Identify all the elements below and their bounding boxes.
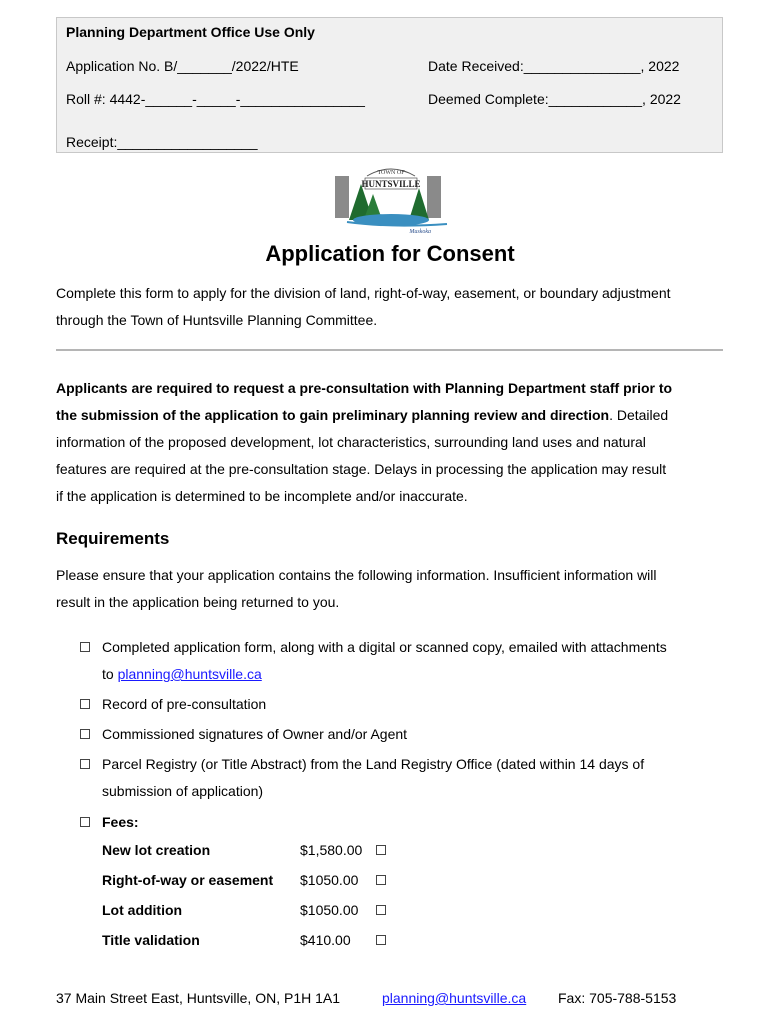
notice-line: Applicants are required to request a pre-consultation with Planning Department staff prior to <box>56 380 673 396</box>
requirements-intro-line: result in the application being returned to you. <box>56 594 340 610</box>
intro-line: through the Town of Huntsville Planning Committee. <box>56 312 378 328</box>
fee-name-right-of-way: Right-of-way or easement <box>102 872 274 888</box>
fee-amount-new-lot: $1,580.00 <box>300 842 363 858</box>
logo-tagline-text: Muskoka <box>409 229 431 234</box>
logo-name-text: HUNTSVILLE <box>361 179 421 189</box>
notice-line: features are required at the pre-consultation stage. Delays in processing the application may result <box>56 461 667 477</box>
fee-name-new-lot: New lot creation <box>102 842 211 858</box>
fee-amount-lot-addition: $1050.00 <box>300 902 359 918</box>
logo-top-text: TOWN OF <box>377 170 405 176</box>
checklist-item-fees: Fees: <box>102 814 139 830</box>
checkbox-pre-consultation[interactable] <box>80 699 90 709</box>
page-title: Application for Consent <box>265 241 515 266</box>
date-received-field[interactable]: Date Received:_______________, 2022 <box>428 58 680 74</box>
checkbox-application-form[interactable] <box>80 642 90 652</box>
checklist-item-text: to <box>102 666 118 682</box>
notice-line: information of the proposed development, lot characteristics, surrounding land uses and natural <box>56 434 646 450</box>
checklist-item-signatures: Commissioned signatures of Owner and/or Agent <box>102 726 408 742</box>
checkbox-fee-right-of-way[interactable] <box>376 875 386 885</box>
left-stone-pillar <box>335 176 349 218</box>
fee-name-title-validation: Title validation <box>102 932 200 948</box>
checkbox-signatures[interactable] <box>80 729 90 739</box>
checklist-item-text: Parcel Registry (or Title Abstract) from the Land Registry Office (dated within 14 days of <box>102 756 645 772</box>
checklist-item-parcel-registry <box>102 751 644 805</box>
right-stone-pillar <box>427 176 441 218</box>
section-divider <box>56 349 723 351</box>
receipt-field[interactable]: Receipt:__________________ <box>66 134 258 150</box>
notice-line: if the application is determined to be incomplete and/or inaccurate. <box>56 488 468 504</box>
notice-line <box>56 402 726 429</box>
preconsultation-notice <box>56 375 726 510</box>
notice-bold-text: the submission of the application to gain preliminary planning review and direction <box>56 407 610 423</box>
office-use-heading: Planning Department Office Use Only <box>66 24 315 40</box>
footer-address: 37 Main Street East, Huntsville, ON, P1H 1A1 <box>56 990 341 1006</box>
checkbox-fee-lot-addition[interactable] <box>376 905 386 915</box>
checklist-item-text: Completed application form, along with a digital or scanned copy, emailed with attachments <box>102 639 667 655</box>
roll-number-field[interactable]: Roll #: 4442-______-_____-________________ <box>66 91 365 107</box>
checkbox-fee-title-validation[interactable] <box>376 935 386 945</box>
requirements-intro-line: Please ensure that your application contains the following information. Insufficient information will <box>56 567 657 583</box>
checklist-item-pre-consultation: Record of pre-consultation <box>102 696 267 712</box>
footer-fax: Fax: 705-788-5153 <box>558 990 677 1006</box>
fee-amount-right-of-way: $1050.00 <box>300 872 359 888</box>
notice-text: . Detailed <box>609 407 669 423</box>
deemed-complete-field[interactable]: Deemed Complete:____________, 2022 <box>428 91 681 107</box>
fee-name-lot-addition: Lot addition <box>102 902 183 918</box>
intro-line: Complete this form to apply for the division of land, right-of-way, easement, or boundary adjustment <box>56 285 671 301</box>
application-no-field[interactable]: Application No. B/_______/2022/HTE <box>66 58 299 74</box>
requirements-intro <box>56 562 726 616</box>
intro-paragraph <box>56 280 726 334</box>
checklist-item-application-form <box>102 634 667 688</box>
footer-email-link[interactable]: planning@huntsville.ca <box>382 990 527 1006</box>
checkbox-fee-new-lot[interactable] <box>376 845 386 855</box>
checkbox-fees[interactable] <box>80 817 90 827</box>
planning-email-link[interactable]: planning@huntsville.ca <box>117 666 262 682</box>
checkbox-parcel-registry[interactable] <box>80 759 90 769</box>
requirements-heading: Requirements <box>56 529 170 548</box>
huntsville-logo <box>327 164 455 234</box>
fee-amount-title-validation: $410.00 <box>300 932 351 948</box>
checklist-item-text: submission of application) <box>102 783 264 799</box>
